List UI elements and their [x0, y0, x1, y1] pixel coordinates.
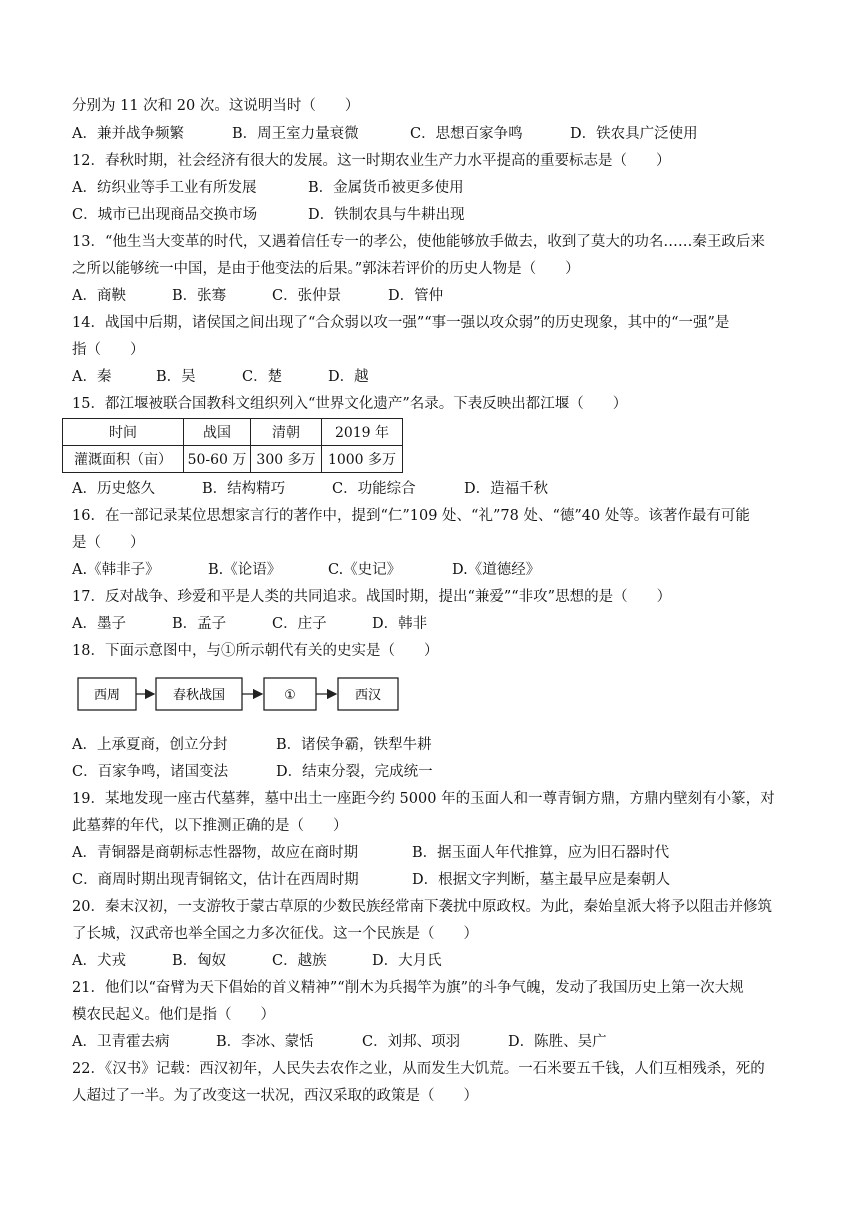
- q22-stem-line2: 人超过了一半。为了改变这一状况，西汉采取的政策是（ ）: [72, 1088, 478, 1104]
- diagram-box-unknown: [264, 678, 316, 710]
- dynasty-flow-diagram: [74, 670, 404, 718]
- q17-option-a: A．墨子: [72, 616, 126, 632]
- q13-option-c: C．张仲景: [272, 288, 342, 304]
- q16-option-a: A.《韩非子》: [72, 562, 160, 578]
- q21-option-c: C．刘邦、项羽: [362, 1034, 461, 1050]
- q18-stem: 18．下面示意图中，与①所示朝代有关的史实是（ ）: [72, 643, 439, 659]
- q15-stem: 15．都江堰被联合国教科文组织列入“世界文化遗产”名录。下表反映出都江堰（ ）: [72, 396, 628, 412]
- q17-option-c: C．庄子: [272, 616, 327, 632]
- q15-option-b: B．结构精巧: [202, 481, 286, 497]
- q20-stem-line1: 20．秦末汉初，一支游牧于蒙古草原的少数民族经常南下袭扰中原政权。为此，秦始皇派大将予以阻击并修筑: [72, 899, 772, 915]
- q18-option-b: B．诸侯争霸，铁犁牛耕: [276, 737, 432, 753]
- q16-stem-line1: 16．在一部记录某位思想家言行的著作中，提到“仁”109 处、“礼”78 处、“德”40 处等。该著作最有可能: [72, 508, 750, 524]
- q13-stem-line1: 13．“他生当大变革的时代，又遇着信任专一的孝公，使他能够放手做去，收到了莫大的功名……秦王政后来: [72, 234, 765, 250]
- table-cell: 1000 多万: [322, 446, 403, 473]
- q21-stem-line1: 21．他们以“奋臂为天下倡始的首义精神”“削木为兵揭竿为旗”的斗争气魄，发动了我国历史上第一次大规: [72, 980, 744, 996]
- q12-option-a: A．纺织业等手工业有所发展: [72, 180, 257, 196]
- q19-option-c: C．商周时期出现青铜铭文，估计在西周时期: [72, 872, 359, 888]
- q11-option-c: C．思想百家争鸣: [410, 126, 523, 142]
- q21-stem-line2: 模农民起义。他们是指（ ）: [72, 1007, 275, 1023]
- q16-option-b: B.《论语》: [208, 562, 282, 578]
- q15-option-d: D．造福千秋: [464, 481, 549, 497]
- q19-option-a: A．青铜器是商朝标志性器物，故应在商时期: [72, 845, 358, 861]
- q11-option-b: B．周王室力量衰微: [232, 126, 359, 142]
- q18-option-a: A．上承夏商，创立分封: [72, 737, 228, 753]
- diagram-box-xizhou: [78, 678, 136, 710]
- q14-stem-line2: 指（ ）: [72, 342, 145, 358]
- q14-option-b: B．吴: [156, 369, 196, 385]
- table-cell: 清朝: [251, 419, 322, 446]
- q13-option-d: D．管仲: [388, 288, 444, 304]
- q19-stem-line1: 19．某地发现一座古代墓葬，墓中出土一座距今约 5000 年的玉面人和一尊青铜方鼎，方鼎内壁刻有小篆，对: [72, 791, 775, 807]
- diagram-label: 春秋战国: [172, 688, 226, 703]
- q16-option-c: C.《史记》: [328, 562, 402, 578]
- q21-option-d: D．陈胜、吴广: [508, 1034, 607, 1050]
- q15-option-a: A．历史悠久: [72, 481, 155, 497]
- table-cell: 灌溉面积（亩）: [63, 446, 184, 473]
- q14-option-d: D．越: [328, 369, 369, 385]
- q12-option-c: C．城市已出现商品交换市场: [72, 207, 258, 223]
- q12-option-b: B．金属货币被更多使用: [308, 180, 464, 196]
- q18-option-d: D．结束分裂，完成统一: [276, 764, 433, 780]
- q16-stem-line2: 是（ ）: [72, 535, 145, 551]
- q20-option-b: B．匈奴: [172, 953, 227, 969]
- table-cell: 战国: [184, 419, 251, 446]
- diagram-label: 西周: [93, 688, 121, 703]
- q14-stem-line1: 14．战国中后期，诸侯国之间出现了“合众弱以攻一强”“事一强以攻众弱”的历史现象，其中的“一强”是: [72, 315, 730, 331]
- q19-option-b: B．据玉面人年代推算，应为旧石器时代: [412, 845, 670, 861]
- diagram-label: 西汉: [354, 688, 382, 703]
- q21-option-a: A．卫青霍去病: [72, 1034, 170, 1050]
- q20-option-a: A．犬戎: [72, 953, 126, 969]
- q20-option-c: C．越族: [272, 953, 327, 969]
- table-header-row: [63, 419, 403, 446]
- q14-option-a: A．秦: [72, 369, 112, 385]
- q21-option-b: B．李冰、蒙恬: [216, 1034, 314, 1050]
- table-row: [63, 446, 403, 473]
- table-cell: 2019 年: [322, 419, 403, 446]
- table-cell: 300 多万: [251, 446, 322, 473]
- q17-stem: 17．反对战争、珍爱和平是人类的共同追求。战国时期，提出“兼爱”“非攻”思想的是（ ）: [72, 589, 672, 605]
- q20-stem-line2: 了长城，汉武帝也举全国之力多次征伐。这一个民族是（ ）: [72, 926, 478, 942]
- q12-stem: 12．春秋时期，社会经济有很大的发展。这一时期农业生产力水平提高的重要标志是（ ）: [72, 153, 671, 169]
- q17-option-b: B．孟子: [172, 616, 227, 632]
- diagram-box-chunqiu: [156, 678, 242, 710]
- q11-option-d: D．铁农具广泛使用: [570, 126, 698, 142]
- irrigation-table: [62, 418, 403, 473]
- q22-stem-line1: 22．《汉书》记载：西汉初年，人民失去农作之业，从而发生大饥荒。一石米要五千钱，人们互相残杀，死的: [72, 1061, 765, 1077]
- q16-option-d: D.《道德经》: [452, 562, 541, 578]
- q20-option-d: D．大月氏: [372, 953, 442, 969]
- table-cell: 时间: [63, 419, 184, 446]
- q19-option-d: D．根据文字判断，墓主最早应是秦朝人: [412, 872, 671, 888]
- q19-stem-line2: 此墓葬的年代，以下推测正确的是（ ）: [72, 818, 348, 834]
- table-cell: 50-60 万: [184, 446, 251, 473]
- q13-option-b: B．张骞: [172, 288, 227, 304]
- q12-option-d: D．铁制农具与牛耕出现: [308, 207, 465, 223]
- q11-stem-end: 分别为 11 次和 20 次。这说明当时（ ）: [72, 98, 360, 114]
- diagram-label: ①: [284, 688, 296, 703]
- q11-option-a: A．兼并战争频繁: [72, 126, 184, 142]
- q13-stem-line2: 之所以能够统一中国，是由于他变法的后果。”郭沫若评价的历史人物是（ ）: [72, 261, 580, 277]
- q14-option-c: C．楚: [242, 369, 283, 385]
- q15-option-c: C．功能综合: [332, 481, 416, 497]
- q17-option-d: D．韩非: [372, 616, 428, 632]
- q13-option-a: A．商鞅: [72, 288, 126, 304]
- q18-option-c: C．百家争鸣，诸国变法: [72, 764, 229, 780]
- diagram-box-xihan: [338, 678, 398, 710]
